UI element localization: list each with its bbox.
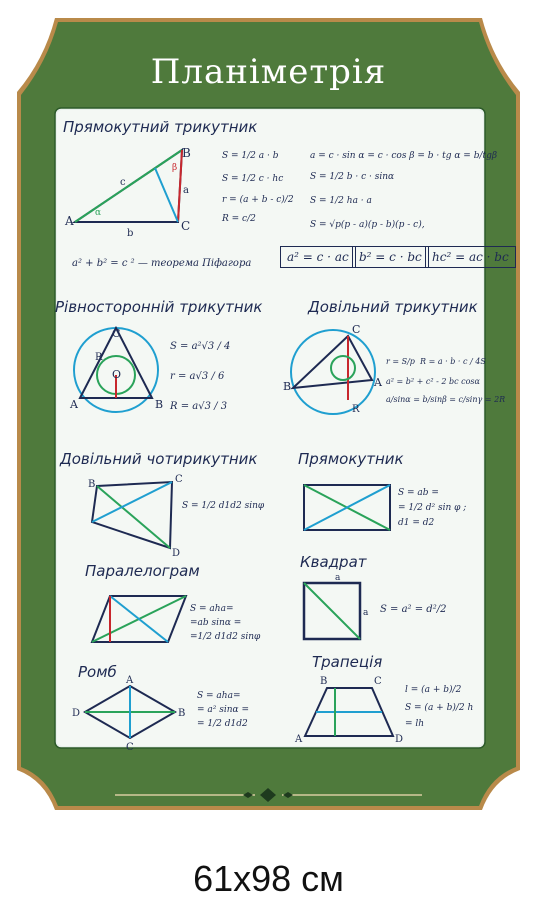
svg-text:B: B [155, 398, 164, 411]
heading-square: Квадрат [300, 553, 367, 571]
pythagoras-theorem: a² + b² = c ² — теорема Піфагора [72, 258, 252, 269]
formula-rectangle-2: = 1/2 d² sin φ ; [398, 503, 467, 513]
svg-text:C: C [374, 676, 382, 687]
svg-text:R: R [95, 352, 103, 363]
formula-right-area-1: S = 1/2 a · b [222, 151, 279, 161]
formula-right-trig-2: S = 1/2 b · c · sinα [310, 172, 395, 182]
svg-text:A: A [65, 214, 74, 228]
svg-text:B: B [320, 676, 328, 687]
formula-trapezoid-1: l = (a + b)/2 [405, 685, 462, 695]
formula-right-area-2: S = 1/2 c · hc [222, 174, 284, 184]
svg-text:b: b [127, 228, 134, 239]
svg-text:a: a [335, 573, 341, 583]
svg-text:B: B [88, 479, 96, 490]
svg-text:a: a [183, 185, 189, 196]
formula-box-2: b² = c · bc [352, 246, 429, 268]
formula-equilateral-1: S = a²√3 / 4 [170, 341, 231, 352]
svg-text:B: B [182, 146, 191, 160]
formula-trapezoid-2: S = (a + b)/2 h [405, 703, 474, 713]
formula-parallelogram-2: =ab sinα = [190, 618, 242, 628]
formula-rectangle-1: S = ab = [398, 488, 439, 498]
svg-text:B: B [283, 380, 292, 393]
formula-right-trig-1: a = c · sin α = c · cos β = b · tg α = b/tgβ [310, 151, 498, 161]
heading-trapezoid: Трапеція [312, 653, 383, 671]
formula-right-trig-3: S = 1/2 ha · a [310, 196, 372, 206]
svg-text:C: C [126, 742, 134, 753]
formula-box-3: hc² = ac · bc [425, 246, 516, 268]
formula-parallelogram-1: S = aha= [190, 604, 234, 614]
formula-parallelogram-3: =1/2 d1d2 sinφ [190, 632, 261, 642]
svg-text:A: A [70, 398, 78, 411]
svg-text:O: O [112, 368, 122, 381]
formula-arbitrary-3: a² = b² + c² - 2 bc cosα [386, 377, 480, 386]
svg-text:D: D [395, 734, 404, 745]
svg-text:β: β [172, 163, 178, 173]
formula-trapezoid-3: = lh [405, 719, 425, 729]
heading-quadrilateral: Довільний чотирикутник [60, 450, 258, 468]
formula-arbitrary-1: r = S/p [386, 357, 415, 366]
heading-rhombus: Ромб [78, 663, 117, 681]
svg-text:A: A [295, 734, 303, 745]
svg-text:D: D [72, 708, 81, 719]
heading-equilateral: Рівносторонній трикутник [55, 298, 263, 316]
heading-rectangle: Прямокутник [298, 450, 404, 468]
svg-text:R: R [352, 404, 360, 415]
formula-rectangle-3: d1 = d2 [398, 518, 435, 528]
svg-text:C: C [112, 327, 121, 340]
formula-right-trig-4: S = √p(p - a)(p - b)(p - c), [310, 220, 425, 230]
size-caption: 61х98 см [193, 858, 344, 899]
svg-text:B: B [178, 708, 186, 719]
formula-right-area-4: R = c/2 [222, 214, 256, 224]
formula-quadrilateral: S = 1/2 d1d2 sinφ [182, 501, 265, 511]
svg-text:C: C [175, 474, 183, 485]
svg-text:α: α [95, 208, 102, 218]
formula-equilateral-2: r = a√3 / 6 [170, 371, 225, 382]
svg-text:c: c [120, 177, 126, 188]
heading-parallelogram: Паралелограм [85, 562, 200, 580]
svg-text:D: D [172, 548, 181, 559]
page-title: Планіметрія [150, 52, 387, 92]
heading-right-triangle: Прямокутний трикутник [63, 118, 258, 136]
svg-text:a: a [363, 608, 369, 618]
formula-arbitrary-4: a/sinα = b/sinβ = c/sinγ = 2R [386, 395, 506, 404]
heading-arbitrary-triangle: Довільний трикутник [308, 298, 478, 316]
svg-text:C: C [352, 323, 361, 336]
formula-rhombus-1: S = aha= [197, 691, 241, 701]
svg-text:A: A [126, 675, 134, 686]
formula-square: S = a² = d²/2 [380, 604, 447, 615]
svg-text:A: A [374, 376, 382, 389]
svg-text:C: C [181, 219, 191, 233]
formula-arbitrary-2: R = a · b · c / 4S [420, 357, 486, 366]
formula-rhombus-3: = 1/2 d1d2 [197, 719, 248, 729]
formula-equilateral-3: R = a√3 / 3 [170, 401, 228, 412]
formula-right-area-3: r = (a + b - c)/2 [222, 195, 294, 205]
formula-box-1: a² = c · ac [280, 246, 356, 268]
formula-rhombus-2: = a² sinα = [197, 705, 250, 715]
